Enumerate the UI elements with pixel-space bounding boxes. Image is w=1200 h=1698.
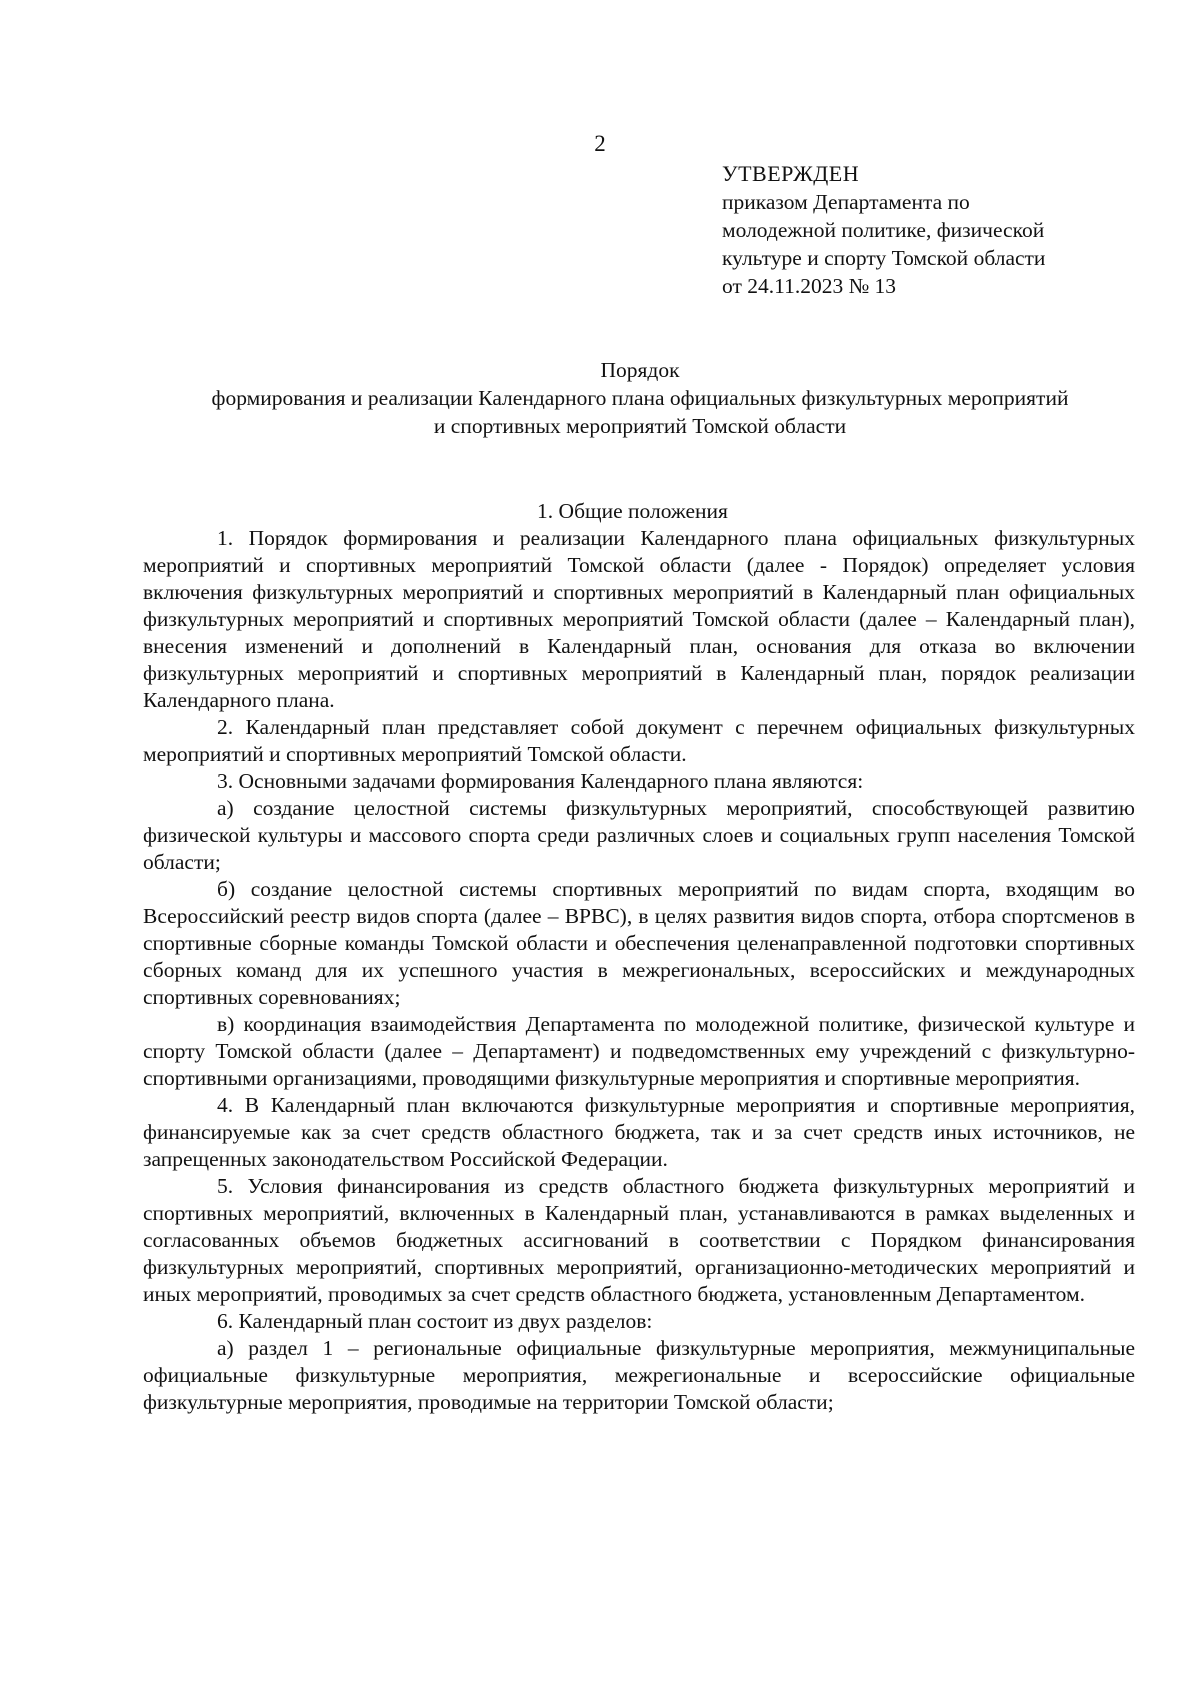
paragraph: 6. Календарный план состоит из двух разделов:: [217, 1309, 653, 1333]
approval-stamp: [722, 160, 1142, 300]
approval-line: приказом Департамента по: [722, 190, 970, 214]
title-line: Порядок: [600, 358, 680, 382]
document-body: [143, 525, 1135, 1416]
paragraph: а) создание целостной системы физкультурных мероприятий, способствующей развитию физической культуры и массового спорта среди различных слоев и социальных групп населения Томской области;: [143, 796, 1135, 874]
title-line: и спортивных мероприятий Томской области: [433, 414, 847, 438]
paragraph: б) создание целостной системы спортивных мероприятий по видам спорта, входящим во Всероссийский реестр видов спорта (далее – ВРВС), в целях развития видов спорта, отбора спортсменов в спортивные сборные команды Томской области и обеспечения целенаправленной подготовки спортивных сборных команд для их успешного участия в межрегиональных, всероссийских и международных спортивных соревнованиях;: [143, 877, 1135, 1009]
approval-heading: УТВЕРЖДЕН: [722, 161, 860, 186]
paragraph: 5. Условия финансирования из средств областного бюджета физкультурных мероприятий и спортивных мероприятий, включенных в Календарный план, устанавливаются в рамках выделенных и согласованных объемов бюджетных ассигнований в соответствии с Порядком финансирования физкультурных мероприятий, спортивных мероприятий, организационно-методических мероприятий и иных мероприятий, проводимых за счет средств областного бюджета, установленным Департаментом.: [143, 1174, 1135, 1306]
approval-date-number: от 24.11.2023 № 13: [722, 274, 896, 298]
paragraph: 4. В Календарный план включаются физкультурные мероприятия и спортивные мероприятия, финансируемые как за счет средств областного бюджета, так и за счет средств иных источников, не запрещенных законодательством Российской Федерации.: [143, 1093, 1135, 1171]
paragraph: 1. Порядок формирования и реализации Календарного плана официальных физкультурных мероприятий и спортивных мероприятий Томской области (далее - Порядок) определяет условия включения физкультурных мероприятий и спортивных мероприятий в Календарный план официальных физкультурных мероприятий и спортивных мероприятий Томской области (далее – Календарный план), внесения изменений и дополнений в Календарный план, основания для отказа во включении физкультурных мероприятий и спортивных мероприятий в Календарный план, порядок реализации Календарного плана.: [143, 526, 1135, 712]
paragraph: в) координация взаимодействия Департамента по молодежной политике, физической культуре и спорту Томской области (далее – Департамент) и подведомственных ему учреждений с физкультурно-спортивными организациями, проводящими физкультурные мероприятия и спортивные мероприятия.: [143, 1012, 1135, 1090]
approval-line: молодежной политике, физической: [722, 218, 1045, 242]
paragraph: а) раздел 1 – региональные официальные физкультурные мероприятия, межмуниципальные официальные физкультурные мероприятия, межрегиональные и всероссийские официальные физкультурные мероприятия, проводимые на территории Томской области;: [143, 1336, 1135, 1414]
section-heading: 1. Общие положения: [537, 499, 728, 523]
approval-line: культуре и спорту Томской области: [722, 246, 1046, 270]
paragraph: 3. Основными задачами формирования Календарного плана являются:: [217, 769, 864, 793]
paragraph: 2. Календарный план представляет собой документ с перечнем официальных физкультурных мероприятий и спортивных мероприятий Томской области.: [143, 715, 1135, 766]
document-title: [120, 356, 1160, 440]
page-number: 2: [594, 131, 606, 156]
title-line: формирования и реализации Календарного плана официальных физкультурных мероприятий: [211, 386, 1069, 410]
